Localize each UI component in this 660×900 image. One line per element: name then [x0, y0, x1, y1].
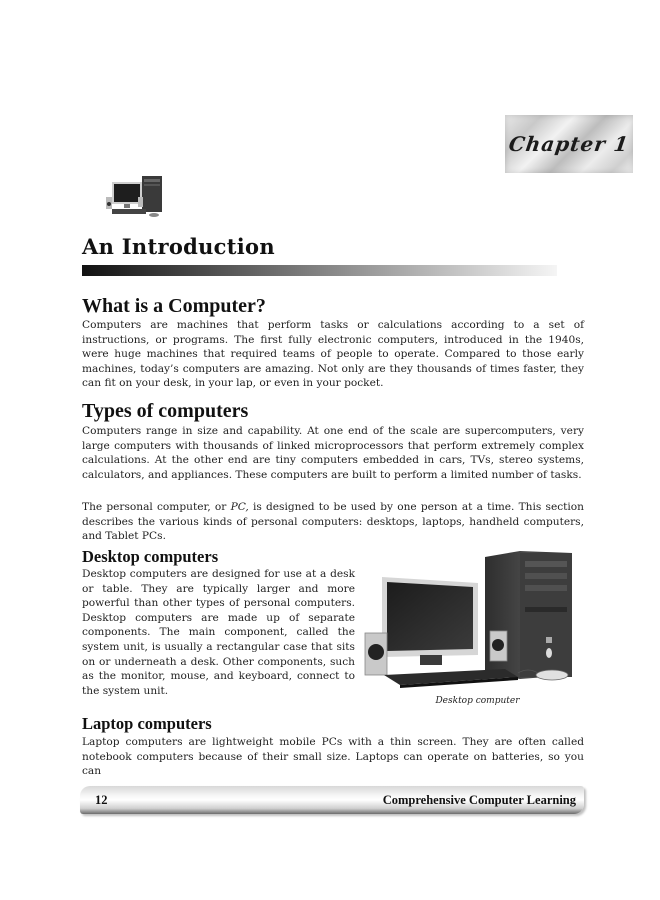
paragraph-text: is designed to be used by one person at a time. This section describes the various kinds of personal computers: desktops, laptops, handheld computers, and Tablet PCs.	[82, 501, 584, 543]
paragraph: Computers are machines that perform tasks or calculations according to a set of instructions, or programs. The first fully electronic computers, introduced in the 1940s, were huge machines that required teams of people to operate. Compared to those early machines, today’s computers are amazing. Not only are they thousands of times faster, they can fit on your desk, in your lap, or even in your pocket.	[82, 319, 584, 390]
paragraph-text: The personal computer, or	[82, 501, 231, 513]
page-number: 12	[95, 793, 108, 807]
book-title: Comprehensive Computer Learning	[382, 793, 576, 807]
subsection-heading: Laptop computers	[82, 714, 212, 733]
paragraph	[82, 500, 584, 544]
section-heading: What is a Computer?	[82, 295, 266, 317]
paragraph: Laptop computers are lightweight mobile PCs with a thin screen. They are often called notebook computers because of their small size. Laptops can operate on batteries, so you can	[82, 736, 584, 778]
paragraph: Computers range in size and capability. At one end of the scale are supercomputers, very large computers with thousands of linked microprocessors that perform extremely complex calculations. At the other end are tiny computers embedded in cars, TVs, stereo systems, calculators, and appliances. These computers are built to perform a limited number of tasks.	[82, 425, 584, 481]
figure-caption: Desktop computer	[435, 696, 520, 706]
section-heading: Types of computers	[82, 400, 249, 422]
chapter-badge	[505, 115, 633, 173]
paragraph: Desktop computers are designed for use at a desk or table. They are typically larger and more powerful than other types of personal computers. Desktop computers are made up of separate components. The main component, called the system unit, is usually a rectangular case that sits on or underneath a desk. Other components, such as the monitor, mouse, and keyboard, connect to the system unit.	[82, 568, 355, 697]
title-divider	[82, 265, 557, 276]
subsection-heading: Desktop computers	[82, 547, 219, 566]
emphasis-text: PC,	[230, 501, 249, 513]
desktop-pc-icon	[104, 175, 170, 219]
chapter-title: An Introduction	[82, 234, 275, 259]
desktop-computer-image	[360, 545, 595, 695]
chapter-label: Chapter 1	[507, 132, 631, 156]
